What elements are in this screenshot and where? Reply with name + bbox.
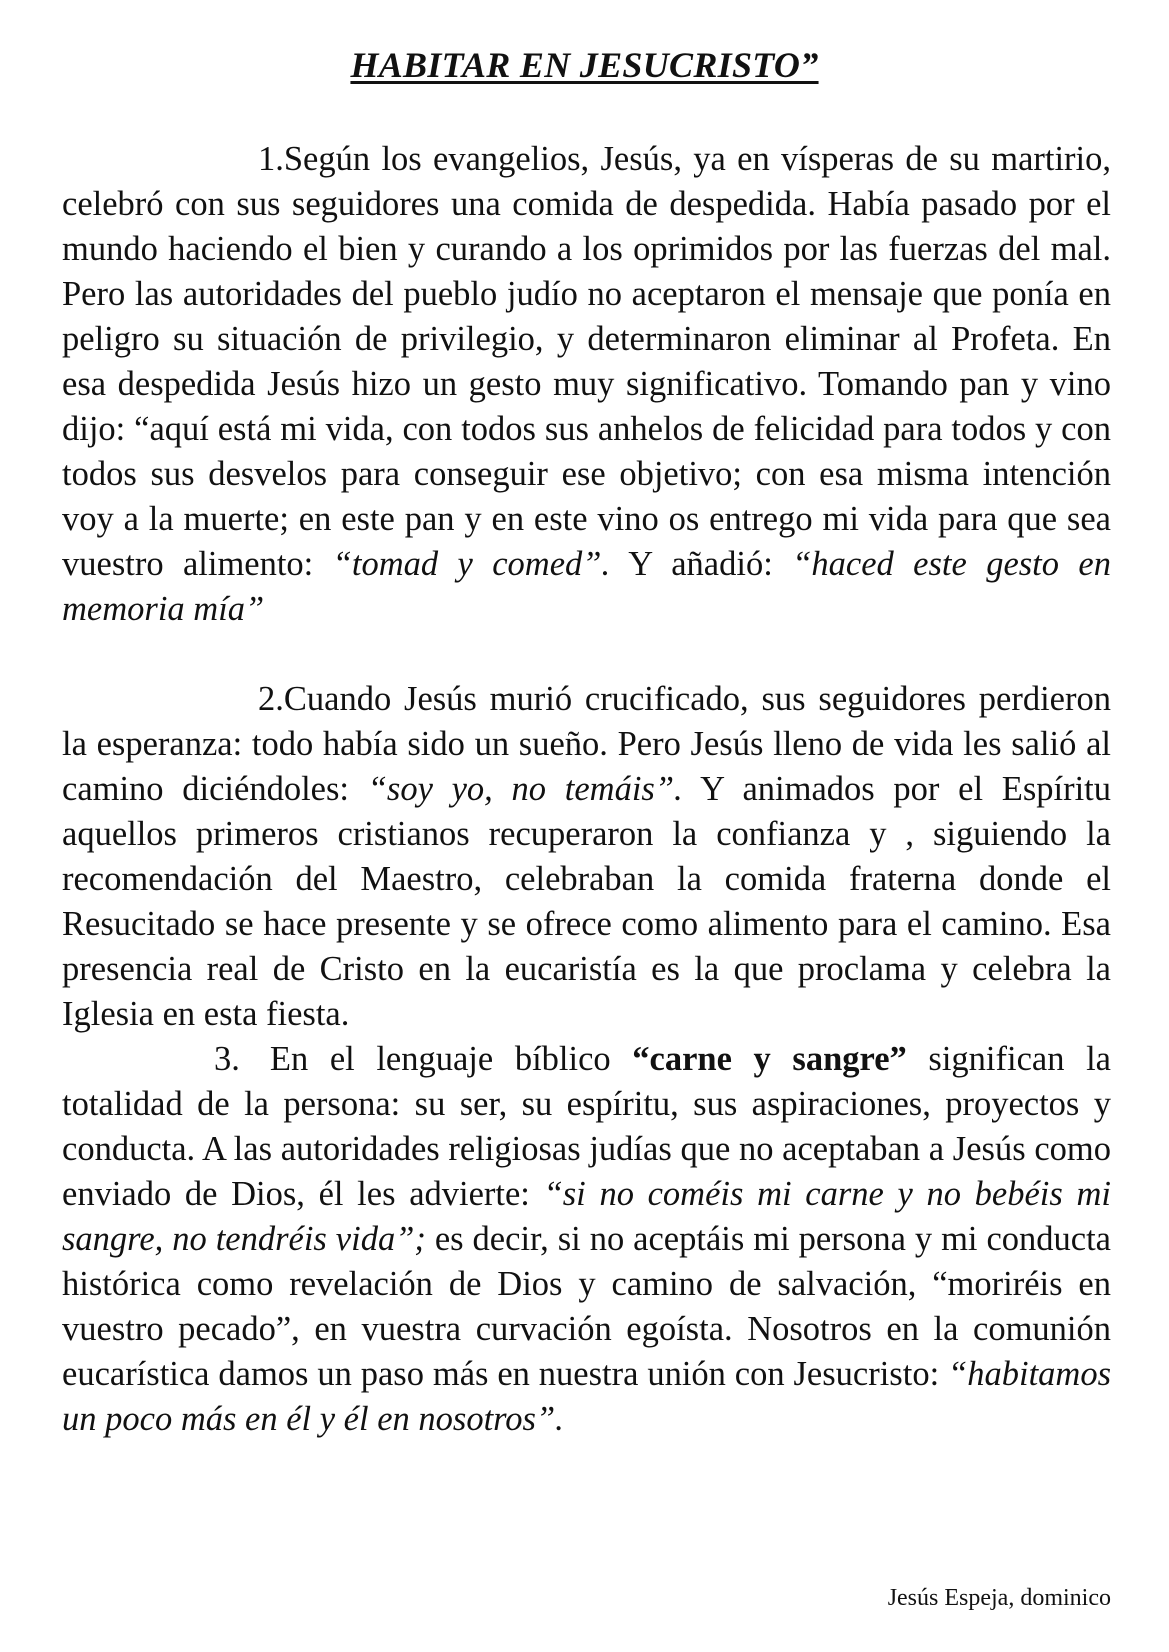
paragraph-1-text xyxy=(62,140,1111,628)
text-segment: Cuando Jesús murió crucificado, sus seguidores perdieron la esperanza: todo había sido un sueño. Pero Jesús lleno de vida les salió al camino diciéndoles: xyxy=(62,680,1111,808)
quote-segment: “soy yo, no temáis”. xyxy=(367,770,683,808)
paragraph-2 xyxy=(62,677,1111,1037)
document-body xyxy=(62,137,1111,1442)
quote-segment: “haced este gesto en memoria mía” xyxy=(62,545,1111,628)
paragraph-2-text xyxy=(62,680,1111,1033)
text-segment: es decir, si no aceptáis mi persona y mi conducta histórica como revelación de Dios y camino de salvación, “moriréis en vuestro pecado”, en vuestra curvación egoísta. Nosotros en la comunión eucarística damos un paso más en nuestra unión con Jesucristo: xyxy=(62,1220,1111,1393)
text-segment: Y animados por el Espíritu aquellos primeros cristianos recuperaron la confianza y , siguiendo la recomendación del Maestro, celebraban la comida fraterna donde el Resucitado se hace presente y se ofrece como alimento para el camino. Esa presencia real de Cristo en la eucaristía es la que proclama y celebra la Iglesia en esta fiesta. xyxy=(62,770,1111,1033)
quote-segment: “tomad y comed”. xyxy=(332,545,611,583)
paragraph-number: 1. xyxy=(258,140,284,178)
quote-segment: “habitamos un poco más en él y él en nosotros”. xyxy=(62,1355,1111,1438)
paragraph-3 xyxy=(62,1037,1111,1442)
text-segment: Y añadió: xyxy=(610,545,793,583)
text-segment: significan la totalidad de la persona: su ser, su espíritu, sus aspiraciones, proyectos y conducta. A las autoridades religiosas judías que no aceptaban a Jesús como enviado de Dios, él les advierte: xyxy=(62,1040,1111,1213)
signature: Jesús Espeja, dominico xyxy=(887,1585,1111,1611)
text-segment: Según los evangelios, Jesús, ya en vísperas de su martirio, celebró con sus seguidores una comida de despedida. Había pasado por el mundo haciendo el bien y curando a los oprimidos por las fuerzas del mal. Pero las autoridades del pueblo judío no aceptaron el mensaje que ponía en peligro su situación de privilegio, y determinaron eliminar al Profeta. En esa despedida Jesús hizo un gesto muy significativo. Tomando pan y vino dijo: “aquí está mi vida, con todos sus anhelos de felicidad para todos y con todos sus desvelos para conseguir ese objetivo; con esa misma intención voy a la muerte; en este pan y en este vino os entrego mi vida para que sea vuestro alimento: xyxy=(62,140,1111,583)
quote-segment: “si no coméis mi carne y no bebéis mi sangre, no tendréis vida”; xyxy=(62,1175,1111,1258)
text-segment: En el lenguaje bíblico xyxy=(269,1040,633,1078)
paragraph-1 xyxy=(62,137,1111,632)
document-title: HABITAR EN JESUCRISTO” xyxy=(350,45,819,85)
paragraph-number: 3. xyxy=(214,1040,240,1078)
emphasis-segment: “carne y sangre” xyxy=(632,1040,907,1078)
paragraph-3-text xyxy=(62,1040,1111,1438)
paragraph-number: 2. xyxy=(258,680,284,718)
